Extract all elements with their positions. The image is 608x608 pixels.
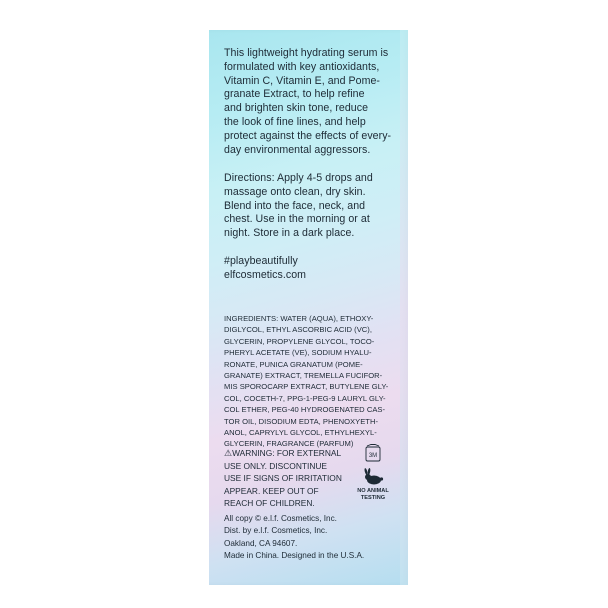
product-description bbox=[224, 47, 402, 157]
ingredients-line: COL, COCETH-7, PPG-1-PEG-9 LAURYL GLY- bbox=[224, 393, 386, 403]
description-line: protect against the effects of every- bbox=[224, 129, 392, 142]
ingredients-line: GRANATE) EXTRACT, TREMELLA FUCIFOR- bbox=[224, 371, 383, 381]
description-line: day environmental aggressors. bbox=[224, 143, 371, 156]
warning-line: WARNING: FOR EXTERNAL bbox=[232, 448, 342, 458]
ingredients-line: PHERYL ACETATE (VE), SODIUM HYALU- bbox=[224, 348, 372, 358]
warning-triangle-icon: ⚠ bbox=[224, 448, 233, 458]
copyright-line: Oakland, CA 94607. bbox=[224, 538, 298, 548]
description-line: the look of fine lines, and help bbox=[224, 115, 366, 128]
ingredients-line: INGREDIENTS: WATER (AQUA), ETHOXY- bbox=[224, 314, 374, 323]
warning-line: APPEAR. KEEP OUT OF bbox=[224, 485, 319, 496]
ingredients-line: ANOL, CAPRYLYL GLYCOL, ETHYLHEXYL- bbox=[224, 428, 377, 438]
directions-line: massage onto clean, dry skin. bbox=[224, 185, 366, 198]
ingredients-line: COL ETHER, PEG-40 HYDROGENATED CAS- bbox=[224, 405, 386, 415]
directions bbox=[224, 172, 402, 241]
description-line: and brighten skin tone, reduce bbox=[224, 102, 369, 115]
ingredients-line: GLYCERIN, FRAGRANCE (PARFUM) bbox=[224, 439, 354, 449]
copyright-line: Dist. by e.l.f. Cosmetics, Inc. bbox=[224, 526, 328, 536]
period-after-opening-jar-icon bbox=[364, 443, 382, 463]
ingredients-line: TOR OIL, DISODIUM EDTA, PHENOXYETH- bbox=[224, 416, 378, 426]
directions-line: Directions: Apply 4-5 drops and bbox=[224, 172, 373, 184]
directions-line: chest. Use in the morning or at bbox=[224, 213, 370, 226]
copyright-info bbox=[224, 513, 404, 563]
ingredients-line: GLYCERIN, PROPYLENE GLYCOL, TOCO- bbox=[224, 336, 375, 346]
ingredients-line: MIS SPOROCARP EXTRACT, BUTYLENE GLY- bbox=[224, 382, 389, 392]
description-line: This lightweight hydrating serum is bbox=[224, 47, 389, 59]
hashtag: #playbeautifully bbox=[224, 255, 298, 267]
warning-text bbox=[224, 447, 344, 510]
no-animal-testing-label: NO ANIMAL TESTING bbox=[357, 488, 389, 501]
brand-links bbox=[224, 255, 402, 283]
ingredients-list bbox=[224, 313, 400, 450]
description-line: formulated with key antioxidants, bbox=[224, 60, 380, 73]
description-line: granate Extract, to help refine bbox=[224, 88, 365, 101]
ingredients-line: DIGLYCOL, ETHYL ASCORBIC ACID (VC), bbox=[224, 325, 372, 335]
warning-line: REACH OF CHILDREN. bbox=[224, 498, 315, 509]
copyright-line: Made in China. Designed in the U.S.A. bbox=[224, 551, 365, 561]
description-line: Vitamin C, Vitamin E, and Pome- bbox=[224, 74, 381, 87]
warning-line: USE IF SIGNS OF IRRITATION bbox=[224, 473, 342, 484]
directions-line: Blend into the face, neck, and bbox=[224, 199, 366, 212]
bunny-icon bbox=[361, 468, 385, 486]
warning-line: USE ONLY. DISCONTINUE bbox=[224, 460, 327, 471]
ingredients-line: RONATE, PUNICA GRANATUM (POME- bbox=[224, 359, 363, 369]
pao-label: 3M bbox=[368, 453, 378, 459]
website: elfcosmetics.com bbox=[224, 268, 307, 281]
directions-line: night. Store in a dark place. bbox=[224, 227, 355, 240]
copyright-line: All copy © e.l.f. Cosmetics, Inc. bbox=[224, 514, 337, 523]
